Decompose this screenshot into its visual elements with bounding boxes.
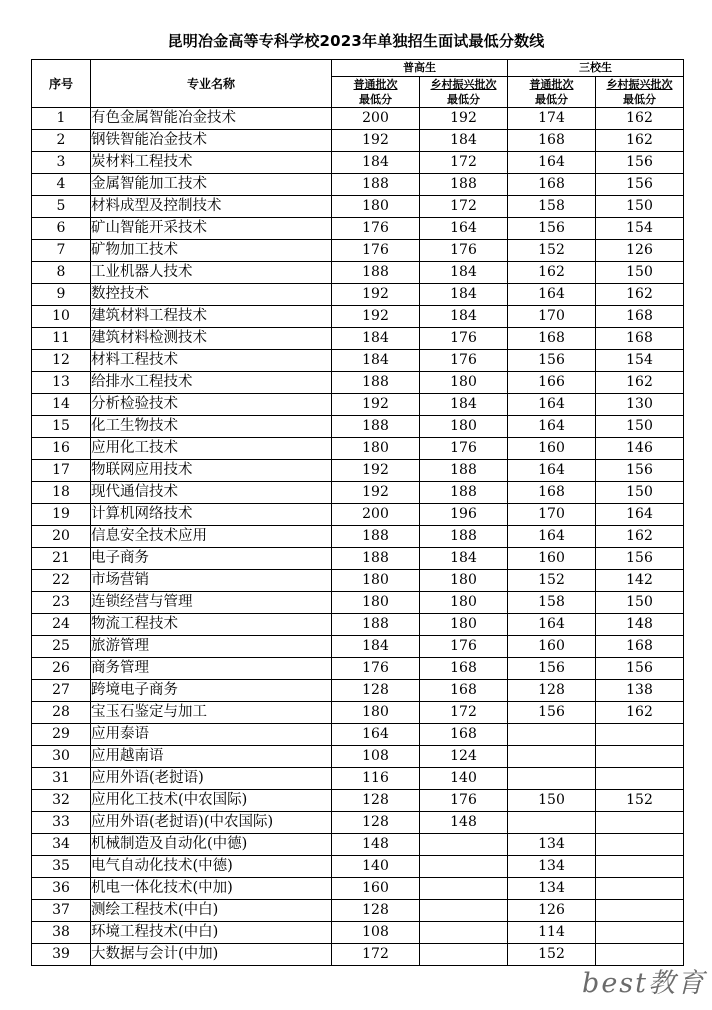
header-batch-label: 普通批次 (353, 78, 398, 91)
row-general-normal-min: 108 (332, 922, 420, 944)
row-three-rural-min: 150 (596, 592, 684, 614)
row-major-name: 应用化工技术 (91, 438, 332, 460)
table-row (32, 878, 684, 900)
row-three-normal-min: 164 (508, 284, 596, 306)
table-row (32, 350, 684, 372)
row-general-normal-min: 184 (332, 328, 420, 350)
row-general-normal-min: 180 (332, 702, 420, 724)
row-three-rural-min: 146 (596, 438, 684, 460)
table-row (32, 240, 684, 262)
row-three-rural-min: 156 (596, 152, 684, 174)
row-three-rural-min: 156 (596, 658, 684, 680)
row-general-rural-min: 172 (420, 152, 508, 174)
table-row (32, 790, 684, 812)
row-three-rural-min (596, 834, 684, 856)
row-major-name: 信息安全技术应用 (91, 526, 332, 548)
header-general-normal (332, 77, 420, 108)
row-general-rural-min: 176 (420, 636, 508, 658)
header-seq: 序号 (32, 60, 91, 108)
row-major-name: 环境工程技术(中白) (91, 922, 332, 944)
row-three-normal-min: 174 (508, 108, 596, 130)
table-row (32, 460, 684, 482)
row-three-rural-min: 162 (596, 372, 684, 394)
row-seq: 31 (32, 768, 91, 790)
row-major-name: 建筑材料工程技术 (91, 306, 332, 328)
row-major-name: 物流工程技术 (91, 614, 332, 636)
row-general-rural-min: 124 (420, 746, 508, 768)
row-major-name: 矿物加工技术 (91, 240, 332, 262)
row-three-rural-min (596, 746, 684, 768)
row-seq: 3 (32, 152, 91, 174)
row-general-normal-min: 140 (332, 856, 420, 878)
row-general-rural-min: 168 (420, 724, 508, 746)
row-three-normal-min: 156 (508, 350, 596, 372)
row-general-normal-min: 188 (332, 526, 420, 548)
header-batch-label: 乡村振兴批次 (606, 78, 673, 91)
score-table (31, 59, 684, 966)
table-row (32, 328, 684, 350)
row-three-normal-min: 170 (508, 306, 596, 328)
header-group-general: 普高生 (332, 60, 508, 77)
row-three-normal-min (508, 746, 596, 768)
row-seq: 2 (32, 130, 91, 152)
row-three-normal-min: 126 (508, 900, 596, 922)
table-row (32, 746, 684, 768)
row-three-normal-min: 166 (508, 372, 596, 394)
row-general-rural-min (420, 944, 508, 966)
row-three-normal-min: 168 (508, 482, 596, 504)
row-general-normal-min: 148 (332, 834, 420, 856)
row-three-normal-min: 162 (508, 262, 596, 284)
row-three-normal-min: 160 (508, 636, 596, 658)
row-three-normal-min: 164 (508, 394, 596, 416)
row-three-normal-min: 158 (508, 196, 596, 218)
header-min-score-label: 最低分 (359, 93, 392, 106)
header-min-score-label: 最低分 (623, 93, 656, 106)
row-major-name: 宝玉石鉴定与加工 (91, 702, 332, 724)
row-seq: 27 (32, 680, 91, 702)
row-three-normal-min: 164 (508, 614, 596, 636)
row-general-rural-min: 192 (420, 108, 508, 130)
row-major-name: 有色金属智能冶金技术 (91, 108, 332, 130)
page-title: 昆明冶金高等专科学校2023年单独招生面试最低分数线 (167, 32, 545, 50)
table-row (32, 218, 684, 240)
row-general-rural-min: 168 (420, 680, 508, 702)
row-three-normal-min: 134 (508, 856, 596, 878)
row-general-normal-min: 176 (332, 240, 420, 262)
row-general-normal-min: 128 (332, 900, 420, 922)
table-row (32, 834, 684, 856)
row-general-normal-min: 180 (332, 196, 420, 218)
row-three-rural-min (596, 878, 684, 900)
table-row (32, 262, 684, 284)
row-general-rural-min: 176 (420, 328, 508, 350)
row-seq: 5 (32, 196, 91, 218)
row-seq: 33 (32, 812, 91, 834)
header-batch-label: 乡村振兴批次 (430, 78, 497, 91)
row-general-rural-min (420, 856, 508, 878)
row-three-rural-min: 138 (596, 680, 684, 702)
table-row (32, 504, 684, 526)
row-three-normal-min (508, 812, 596, 834)
row-general-normal-min: 192 (332, 306, 420, 328)
row-general-normal-min: 188 (332, 416, 420, 438)
row-general-normal-min: 172 (332, 944, 420, 966)
row-three-rural-min: 156 (596, 174, 684, 196)
row-three-normal-min: 152 (508, 240, 596, 262)
row-seq: 1 (32, 108, 91, 130)
row-general-normal-min: 160 (332, 878, 420, 900)
table-row (32, 702, 684, 724)
row-three-rural-min: 150 (596, 416, 684, 438)
row-major-name: 旅游管理 (91, 636, 332, 658)
row-general-normal-min: 184 (332, 350, 420, 372)
row-general-normal-min: 128 (332, 790, 420, 812)
table-row (32, 900, 684, 922)
row-general-normal-min: 128 (332, 680, 420, 702)
row-seq: 28 (32, 702, 91, 724)
row-general-rural-min: 176 (420, 438, 508, 460)
table-row (32, 570, 684, 592)
header-three-rural (596, 77, 684, 108)
row-three-rural-min: 162 (596, 284, 684, 306)
row-seq: 4 (32, 174, 91, 196)
row-general-rural-min: 196 (420, 504, 508, 526)
row-three-normal-min: 150 (508, 790, 596, 812)
row-three-rural-min: 150 (596, 482, 684, 504)
row-three-normal-min: 134 (508, 834, 596, 856)
row-general-rural-min: 188 (420, 482, 508, 504)
row-general-normal-min: 192 (332, 284, 420, 306)
table-row (32, 526, 684, 548)
row-seq: 24 (32, 614, 91, 636)
row-major-name: 机械制造及自动化(中德) (91, 834, 332, 856)
row-seq: 37 (32, 900, 91, 922)
row-major-name: 应用化工技术(中农国际) (91, 790, 332, 812)
row-seq: 21 (32, 548, 91, 570)
row-seq: 8 (32, 262, 91, 284)
row-general-rural-min: 172 (420, 702, 508, 724)
row-general-rural-min (420, 900, 508, 922)
row-general-rural-min: 188 (420, 460, 508, 482)
row-major-name: 测绘工程技术(中白) (91, 900, 332, 922)
row-general-normal-min: 184 (332, 152, 420, 174)
header-batch-label: 普通批次 (529, 78, 574, 91)
row-general-rural-min: 180 (420, 592, 508, 614)
table-row (32, 130, 684, 152)
row-general-rural-min: 176 (420, 240, 508, 262)
row-seq: 30 (32, 746, 91, 768)
row-seq: 29 (32, 724, 91, 746)
row-general-normal-min: 180 (332, 570, 420, 592)
row-three-normal-min: 160 (508, 438, 596, 460)
row-seq: 14 (32, 394, 91, 416)
row-major-name: 商务管理 (91, 658, 332, 680)
row-three-normal-min: 164 (508, 416, 596, 438)
table-row (32, 614, 684, 636)
table-row (32, 680, 684, 702)
row-general-rural-min: 168 (420, 658, 508, 680)
row-general-normal-min: 192 (332, 460, 420, 482)
row-major-name: 机电一体化技术(中加) (91, 878, 332, 900)
row-major-name: 应用泰语 (91, 724, 332, 746)
watermark-logo: best教育 (582, 968, 706, 999)
row-three-rural-min (596, 724, 684, 746)
row-seq: 23 (32, 592, 91, 614)
table-row (32, 768, 684, 790)
row-general-normal-min: 176 (332, 658, 420, 680)
row-general-normal-min: 192 (332, 130, 420, 152)
row-three-rural-min: 142 (596, 570, 684, 592)
table-row (32, 416, 684, 438)
row-general-rural-min: 180 (420, 416, 508, 438)
row-general-rural-min: 184 (420, 548, 508, 570)
row-three-rural-min (596, 922, 684, 944)
row-three-normal-min: 158 (508, 592, 596, 614)
row-seq: 22 (32, 570, 91, 592)
row-general-rural-min (420, 922, 508, 944)
row-three-normal-min: 152 (508, 944, 596, 966)
row-seq: 18 (32, 482, 91, 504)
row-general-normal-min: 184 (332, 636, 420, 658)
row-major-name: 给排水工程技术 (91, 372, 332, 394)
row-seq: 25 (32, 636, 91, 658)
header-group-three-schools: 三校生 (508, 60, 684, 77)
row-seq: 12 (32, 350, 91, 372)
row-major-name: 炭材料工程技术 (91, 152, 332, 174)
row-general-normal-min: 188 (332, 548, 420, 570)
row-major-name: 现代通信技术 (91, 482, 332, 504)
row-general-normal-min: 176 (332, 218, 420, 240)
header-min-score-label: 最低分 (535, 93, 568, 106)
row-general-rural-min: 180 (420, 372, 508, 394)
header-min-score-label: 最低分 (447, 93, 480, 106)
table-row (32, 548, 684, 570)
row-general-rural-min: 148 (420, 812, 508, 834)
row-three-normal-min: 128 (508, 680, 596, 702)
row-major-name: 分析检验技术 (91, 394, 332, 416)
row-three-normal-min: 134 (508, 878, 596, 900)
row-seq: 15 (32, 416, 91, 438)
row-major-name: 数控技术 (91, 284, 332, 306)
table-row (32, 306, 684, 328)
row-three-rural-min (596, 812, 684, 834)
row-major-name: 应用外语(老挝语) (91, 768, 332, 790)
row-major-name: 应用外语(老挝语)(中农国际) (91, 812, 332, 834)
row-general-rural-min: 164 (420, 218, 508, 240)
row-seq: 17 (32, 460, 91, 482)
row-major-name: 金属智能加工技术 (91, 174, 332, 196)
row-major-name: 物联网应用技术 (91, 460, 332, 482)
table-row (32, 658, 684, 680)
row-seq: 9 (32, 284, 91, 306)
table-row (32, 922, 684, 944)
row-three-rural-min: 168 (596, 306, 684, 328)
row-three-normal-min: 156 (508, 702, 596, 724)
row-general-normal-min: 108 (332, 746, 420, 768)
row-seq: 20 (32, 526, 91, 548)
row-three-normal-min: 152 (508, 570, 596, 592)
table-row (32, 196, 684, 218)
table-row (32, 482, 684, 504)
row-three-rural-min: 162 (596, 108, 684, 130)
table-row (32, 438, 684, 460)
row-general-rural-min: 176 (420, 790, 508, 812)
table-row (32, 592, 684, 614)
row-three-normal-min: 164 (508, 152, 596, 174)
table-row (32, 636, 684, 658)
table-row (32, 372, 684, 394)
row-major-name: 跨境电子商务 (91, 680, 332, 702)
row-three-rural-min: 148 (596, 614, 684, 636)
row-seq: 7 (32, 240, 91, 262)
row-general-normal-min: 180 (332, 592, 420, 614)
row-three-rural-min: 150 (596, 196, 684, 218)
row-seq: 35 (32, 856, 91, 878)
row-general-rural-min: 180 (420, 570, 508, 592)
row-major-name: 连锁经营与管理 (91, 592, 332, 614)
row-seq: 36 (32, 878, 91, 900)
row-three-rural-min: 162 (596, 702, 684, 724)
row-seq: 39 (32, 944, 91, 966)
row-general-rural-min (420, 878, 508, 900)
row-three-rural-min: 150 (596, 262, 684, 284)
table-row (32, 394, 684, 416)
row-major-name: 计算机网络技术 (91, 504, 332, 526)
row-general-normal-min: 200 (332, 504, 420, 526)
header-general-rural (420, 77, 508, 108)
row-general-rural-min: 184 (420, 394, 508, 416)
row-major-name: 矿山智能开采技术 (91, 218, 332, 240)
row-general-normal-min: 164 (332, 724, 420, 746)
header-major: 专业名称 (91, 60, 332, 108)
row-general-normal-min: 116 (332, 768, 420, 790)
table-row (32, 152, 684, 174)
header-three-normal (508, 77, 596, 108)
row-three-rural-min: 168 (596, 636, 684, 658)
row-three-rural-min: 154 (596, 218, 684, 240)
table-row (32, 108, 684, 130)
table-row (32, 724, 684, 746)
row-major-name: 应用越南语 (91, 746, 332, 768)
row-general-rural-min: 188 (420, 526, 508, 548)
table-body (32, 108, 684, 966)
row-general-normal-min: 192 (332, 482, 420, 504)
row-general-rural-min: 184 (420, 284, 508, 306)
row-general-normal-min: 188 (332, 262, 420, 284)
row-three-rural-min: 130 (596, 394, 684, 416)
row-general-normal-min: 200 (332, 108, 420, 130)
row-seq: 26 (32, 658, 91, 680)
row-general-rural-min: 180 (420, 614, 508, 636)
row-major-name: 钢铁智能冶金技术 (91, 130, 332, 152)
row-three-rural-min: 162 (596, 526, 684, 548)
row-general-normal-min: 188 (332, 174, 420, 196)
table-row (32, 812, 684, 834)
row-major-name: 工业机器人技术 (91, 262, 332, 284)
row-seq: 32 (32, 790, 91, 812)
row-three-rural-min: 154 (596, 350, 684, 372)
row-three-rural-min: 162 (596, 130, 684, 152)
row-general-rural-min: 184 (420, 130, 508, 152)
row-major-name: 材料成型及控制技术 (91, 196, 332, 218)
row-general-rural-min: 172 (420, 196, 508, 218)
row-three-normal-min: 168 (508, 328, 596, 350)
row-general-rural-min: 184 (420, 306, 508, 328)
row-general-normal-min: 188 (332, 372, 420, 394)
row-three-rural-min: 168 (596, 328, 684, 350)
row-major-name: 大数据与会计(中加) (91, 944, 332, 966)
row-three-rural-min: 152 (596, 790, 684, 812)
row-seq: 10 (32, 306, 91, 328)
row-seq: 19 (32, 504, 91, 526)
table-row (32, 174, 684, 196)
row-major-name: 材料工程技术 (91, 350, 332, 372)
row-three-rural-min: 156 (596, 460, 684, 482)
row-three-normal-min: 114 (508, 922, 596, 944)
row-major-name: 电气自动化技术(中德) (91, 856, 332, 878)
row-general-normal-min: 180 (332, 438, 420, 460)
row-three-normal-min: 168 (508, 130, 596, 152)
row-general-normal-min: 192 (332, 394, 420, 416)
row-three-normal-min (508, 724, 596, 746)
row-seq: 38 (32, 922, 91, 944)
row-major-name: 化工生物技术 (91, 416, 332, 438)
row-general-rural-min: 140 (420, 768, 508, 790)
row-general-rural-min: 176 (420, 350, 508, 372)
row-major-name: 市场营销 (91, 570, 332, 592)
table-row (32, 856, 684, 878)
row-three-rural-min (596, 768, 684, 790)
row-three-normal-min: 168 (508, 174, 596, 196)
table-row (32, 284, 684, 306)
row-seq: 34 (32, 834, 91, 856)
row-three-rural-min: 164 (596, 504, 684, 526)
row-three-normal-min (508, 768, 596, 790)
row-three-rural-min: 156 (596, 548, 684, 570)
row-three-normal-min: 164 (508, 460, 596, 482)
row-three-normal-min: 156 (508, 218, 596, 240)
row-general-rural-min: 188 (420, 174, 508, 196)
row-seq: 6 (32, 218, 91, 240)
row-three-rural-min (596, 856, 684, 878)
row-major-name: 建筑材料检测技术 (91, 328, 332, 350)
row-three-rural-min: 126 (596, 240, 684, 262)
row-seq: 16 (32, 438, 91, 460)
row-general-rural-min (420, 834, 508, 856)
row-seq: 13 (32, 372, 91, 394)
row-general-normal-min: 188 (332, 614, 420, 636)
row-seq: 11 (32, 328, 91, 350)
row-three-normal-min: 156 (508, 658, 596, 680)
row-three-rural-min (596, 900, 684, 922)
row-three-normal-min: 170 (508, 504, 596, 526)
row-general-normal-min: 128 (332, 812, 420, 834)
row-three-normal-min: 164 (508, 526, 596, 548)
row-general-rural-min: 184 (420, 262, 508, 284)
row-three-normal-min: 160 (508, 548, 596, 570)
row-major-name: 电子商务 (91, 548, 332, 570)
